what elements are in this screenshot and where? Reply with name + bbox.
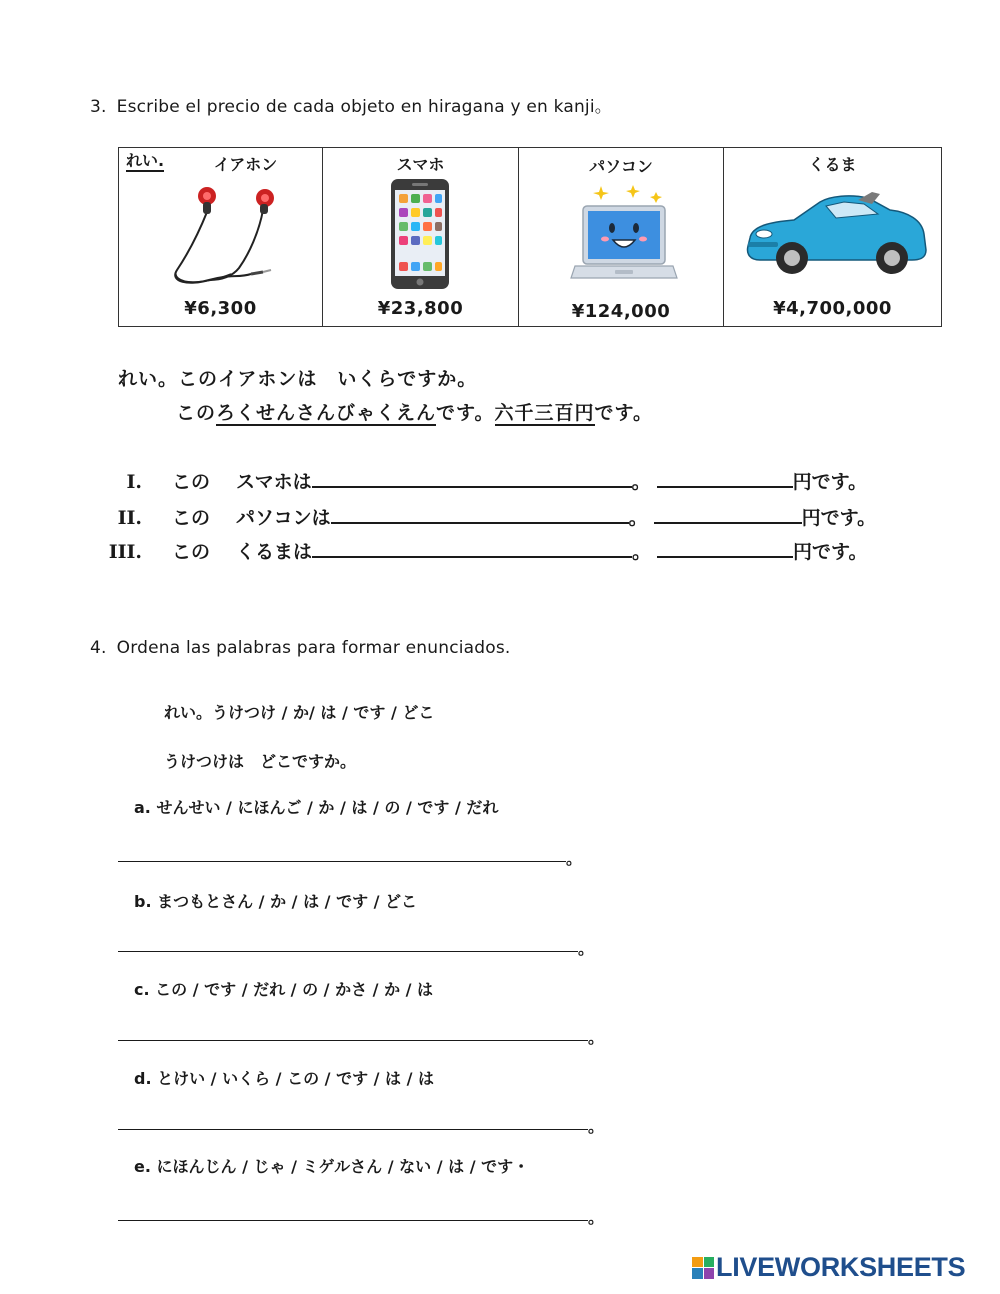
- car-icon: [740, 188, 930, 280]
- question-prefix: この: [172, 507, 211, 529]
- section3-instructions: Escribe el precio de cada objeto en hiragana y en kanji。: [116, 97, 612, 117]
- item-price: ¥124,000: [571, 301, 671, 322]
- section4-instructions: Ordena las palabras para formar enunciados.: [116, 638, 511, 658]
- price-cell-smartphone: [323, 148, 519, 327]
- question-maru: 。: [628, 507, 648, 529]
- price-cell-laptop: [519, 148, 724, 327]
- item-name: くるま: [808, 155, 857, 174]
- question-row: [98, 503, 876, 530]
- word-list-a: [134, 795, 498, 818]
- example-sentence: うけつけは どこですか。: [164, 752, 357, 771]
- question-suffix: 円です。: [801, 507, 877, 529]
- section3-number: 3.: [90, 97, 107, 117]
- word-list-b: [134, 889, 417, 912]
- question-number: II.: [117, 507, 142, 529]
- item-words: とけい / いくら / この / です / は / は: [157, 1069, 435, 1088]
- item-words: せんせい / にほんご / か / は / の / です / だれ: [156, 798, 499, 817]
- question-prefix: この: [172, 541, 211, 563]
- answer-end-mark: 。: [566, 849, 583, 868]
- section4-number: 4.: [90, 638, 107, 658]
- item-words: この / です / だれ / の / かさ / か / は: [155, 980, 434, 999]
- kanji-answer-blank[interactable]: [657, 472, 793, 488]
- item-price: ¥6,300: [184, 298, 257, 319]
- hiragana-answer-blank[interactable]: [312, 472, 632, 488]
- example-question: れい。このイアホンは いくらですか。: [118, 368, 478, 390]
- logo-icon: [692, 1257, 714, 1279]
- section4-title: [90, 638, 511, 658]
- answer-end-mark: 。: [588, 1028, 605, 1047]
- answer-line-b[interactable]: [118, 951, 578, 952]
- item-letter: e.: [134, 1157, 151, 1176]
- question-subject: スマホは: [236, 471, 312, 493]
- word-list-c: [134, 977, 433, 1000]
- answer-line-a[interactable]: [118, 861, 566, 862]
- price-cell-car: [724, 148, 942, 327]
- question-maru: 。: [632, 541, 652, 563]
- question-suffix: 円です。: [792, 471, 868, 493]
- example-tag: れい.: [126, 151, 165, 170]
- example-answer-part: この: [176, 402, 217, 424]
- question-prefix: この: [172, 471, 211, 493]
- example-kanji-answer: 六千三百円: [494, 402, 595, 424]
- hiragana-answer-blank[interactable]: [312, 542, 632, 558]
- liveworksheets-logo: [692, 1252, 965, 1283]
- kanji-answer-blank[interactable]: [654, 508, 802, 524]
- answer-end-mark: 。: [588, 1117, 605, 1136]
- word-list-d: [134, 1066, 434, 1089]
- item-words: まつもとさん / か / は / です / どこ: [157, 892, 418, 911]
- example-answer-part: です。: [436, 402, 495, 424]
- section3-title: [90, 92, 612, 117]
- price-cell-earphones: [119, 148, 323, 327]
- question-subject: パソコンは: [236, 507, 331, 529]
- hiragana-answer-blank[interactable]: [331, 508, 629, 524]
- example-words: れい。うけつけ / か/ は / です / どこ: [164, 703, 435, 722]
- item-price: ¥23,800: [377, 298, 464, 319]
- item-letter: c.: [134, 980, 150, 999]
- item-name: パソコン: [589, 157, 653, 176]
- answer-line-e[interactable]: [118, 1220, 588, 1221]
- answer-end-mark: 。: [578, 939, 595, 958]
- example-hiragana-answer: ろくせんさんびゃくえん: [216, 402, 437, 424]
- word-list-e: [134, 1154, 529, 1177]
- question-maru: 。: [631, 471, 651, 493]
- question-number: III.: [108, 541, 142, 563]
- item-name: イアホン: [213, 155, 278, 174]
- item-letter: a.: [134, 798, 151, 817]
- question-suffix: 円です。: [793, 541, 868, 563]
- item-price: ¥4,700,000: [773, 298, 892, 319]
- item-name: スマホ: [396, 155, 445, 174]
- price-table: [118, 147, 942, 327]
- kanji-answer-blank[interactable]: [657, 542, 793, 558]
- logo-text: LIVEWORKSHEETS: [716, 1252, 966, 1282]
- laptop-icon: [569, 184, 679, 288]
- question-row: [98, 467, 867, 494]
- question-row: [98, 537, 868, 564]
- answer-line-d[interactable]: [118, 1129, 588, 1130]
- question-subject: くるまは: [236, 541, 313, 563]
- item-letter: d.: [134, 1069, 152, 1088]
- example-answer: [176, 398, 653, 425]
- smartphone-icon: [390, 178, 450, 290]
- example-answer-part: です。: [594, 402, 654, 424]
- item-letter: b.: [134, 892, 152, 911]
- item-words: にほんじん / じゃ / ミゲルさん / ない / は / です・: [156, 1157, 530, 1176]
- earphones-icon: [159, 182, 289, 292]
- answer-end-mark: 。: [588, 1208, 605, 1227]
- question-number: I.: [126, 471, 142, 493]
- answer-line-c[interactable]: [118, 1040, 588, 1041]
